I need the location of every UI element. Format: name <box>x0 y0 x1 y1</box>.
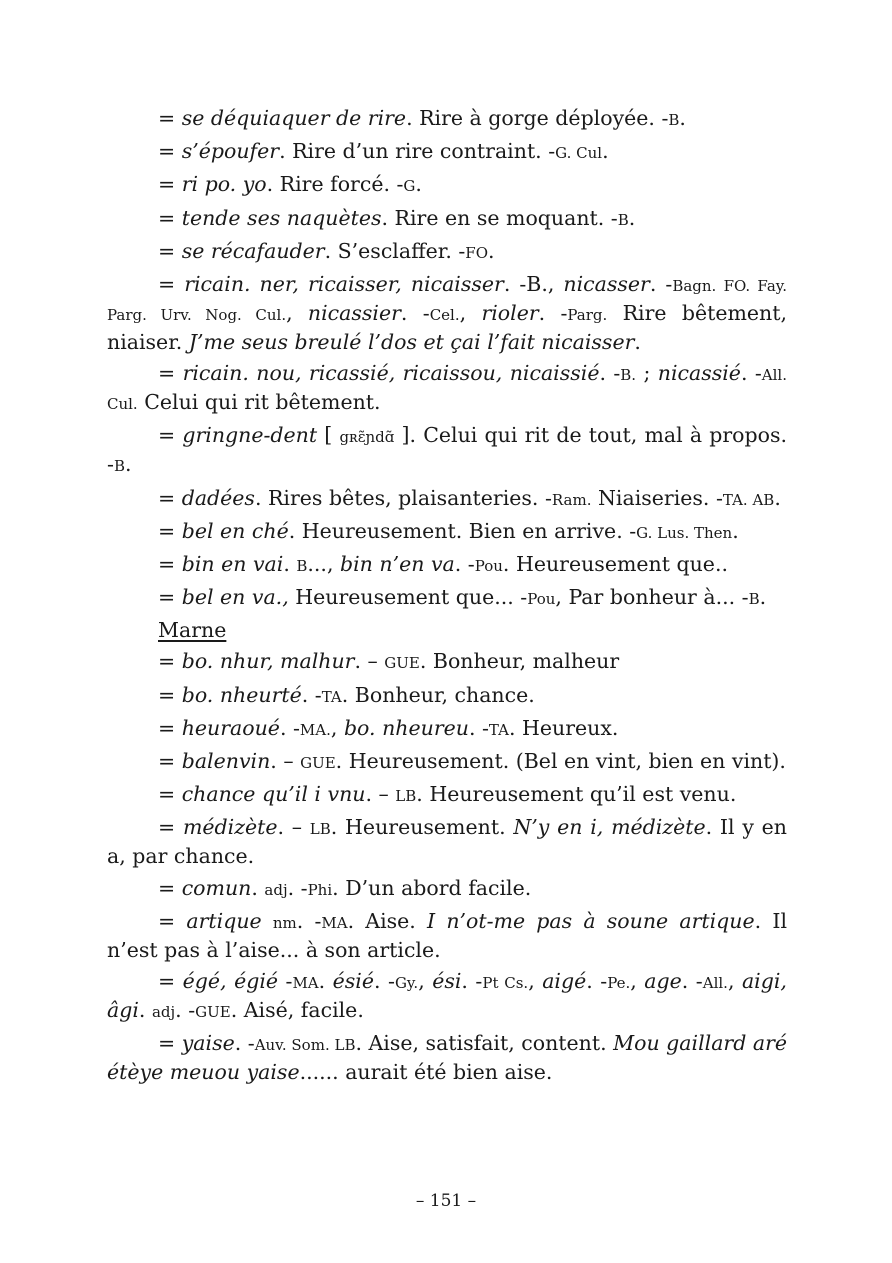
headword-text: bo. nheurté <box>181 682 302 707</box>
entry-text: . Heureusement. <box>330 815 514 840</box>
dictionary-entry <box>107 682 787 711</box>
source-abbrev: Pou <box>527 590 556 609</box>
dictionary-entry <box>107 908 787 964</box>
entry-text: = <box>158 715 182 740</box>
source-abbrev: B <box>617 210 629 229</box>
dictionary-entry <box>107 875 787 904</box>
dictionary-entry <box>107 748 787 777</box>
dictionary-entry <box>107 617 787 644</box>
source-abbrev: MA <box>321 913 348 932</box>
source-abbrev: B <box>113 457 125 476</box>
entry-text: . <box>679 106 686 130</box>
headword-text: artique <box>186 908 262 933</box>
entry-text: Niaiseries. - <box>591 485 723 510</box>
source-abbrev: All. Cul. <box>107 366 787 414</box>
entry-text: . - <box>586 968 608 993</box>
entry-text: = <box>158 908 187 933</box>
source-abbrev: LB <box>395 787 417 806</box>
entry-text: [ <box>317 423 340 448</box>
entry-text: . Il n’est pas à l’aise... à son article. <box>107 908 787 962</box>
entry-text: . Rire d’un rire contraint. - <box>279 139 556 164</box>
entry-text: . D’un abord facile. <box>332 875 532 900</box>
dictionary-entry <box>107 648 787 677</box>
source-abbrev: Bagn. FO. Fay. Parg. Urv. Nog. Cul. <box>107 276 788 324</box>
entry-text: . - <box>400 300 430 325</box>
source-abbrev: GUE <box>195 1002 231 1021</box>
section-heading: Marne <box>158 618 227 643</box>
entry-text: . Heureux. <box>508 715 619 740</box>
entry-text: - <box>278 968 293 993</box>
entry-text: = <box>158 782 182 807</box>
entry-text: ...... aurait été bien aise. <box>299 1060 553 1085</box>
entry-text: = <box>158 106 182 130</box>
entry-text: . - <box>740 361 762 386</box>
source-abbrev: MA. <box>299 720 331 739</box>
headword-text: se récafauder <box>181 238 325 263</box>
entry-text: . Aise. <box>347 908 428 933</box>
source-abbrev: G. Lus. Then <box>636 523 733 542</box>
headword-text: bel en ché <box>181 518 289 543</box>
headword-text: s’époufer <box>181 139 280 164</box>
page-number: – 151 – <box>415 1191 477 1211</box>
entry-text: ; <box>636 361 658 386</box>
headword-text: balenvin <box>181 749 271 773</box>
source-abbrev: Phi <box>307 880 333 899</box>
headword-text: se déquiaquer de rire <box>181 106 407 130</box>
dictionary-text <box>107 105 787 1090</box>
headword-text: heuraoué <box>181 715 280 740</box>
headword-text: I n’ot-me pas à soune artique <box>427 908 755 933</box>
entry-text: . Aise, satisfait, content. <box>355 1031 614 1056</box>
source-abbrev: Pe. <box>607 973 631 992</box>
dictionary-entry <box>107 781 787 810</box>
source-abbrev: Pou <box>474 556 503 575</box>
entry-text: . - <box>374 968 395 993</box>
entry-text: . <box>634 329 641 354</box>
source-abbrev: MA <box>292 973 319 992</box>
entry-text: , <box>727 968 742 993</box>
dictionary-entry <box>107 360 787 418</box>
dictionary-entry <box>107 271 787 356</box>
headword-text: bin n’en va <box>339 551 455 576</box>
entry-text: , <box>330 715 344 740</box>
source-abbrev: TA <box>321 687 342 706</box>
entry-text: = <box>158 361 183 386</box>
entry-text: . Heureusement qu’il est venu. <box>416 782 737 807</box>
dictionary-entry <box>107 584 787 613</box>
source-abbrev: TA. AB <box>722 490 775 509</box>
headword-text: comun <box>181 875 252 900</box>
entry-text: . Rire en se moquant. - <box>381 205 618 230</box>
entry-text: . Bonheur, chance. <box>341 682 535 707</box>
entry-text: . – <box>354 649 385 674</box>
entry-text <box>262 909 273 933</box>
entry-text: , <box>459 300 482 325</box>
entry-text: = <box>158 649 182 674</box>
entry-text: Heureusement que... - <box>288 585 528 610</box>
entry-text: = <box>158 423 183 448</box>
entry-text: . Heureusement. Bien en arrive. - <box>288 518 637 543</box>
entry-text: ..., <box>307 551 340 576</box>
entry-text: = <box>158 968 183 993</box>
entry-text: . - <box>461 968 483 993</box>
dictionary-entry <box>107 485 787 514</box>
entry-text: . Heureusement que.. <box>502 551 728 576</box>
entry-text: . Heureusement. (Bel en vint, bien en vint). <box>335 749 786 773</box>
source-abbrev: Cel. <box>429 305 460 324</box>
entry-text: = <box>158 238 182 263</box>
entry-text: = <box>158 518 182 543</box>
dictionary-entry <box>107 715 787 744</box>
headword-text: ésié <box>332 968 374 993</box>
entry-text: . - <box>296 908 322 933</box>
source-abbrev: adj <box>264 880 288 899</box>
headword-text: J’me seus breulé l’dos et çai l’fait nicaisser <box>188 329 635 354</box>
entry-text: . <box>732 518 739 543</box>
entry-text: . - <box>649 271 673 296</box>
source-abbrev: GUE <box>384 654 420 673</box>
headword-text: nicasser <box>563 271 650 296</box>
entry-text: . - <box>279 715 300 740</box>
entry-text: . Il y en a, par chance. <box>107 815 787 869</box>
entry-text: . – <box>365 782 396 807</box>
source-abbrev: FO <box>465 243 489 262</box>
dictionary-entry <box>107 422 787 480</box>
source-abbrev: Pt Cs. <box>482 973 529 992</box>
entry-text: . <box>602 139 609 164</box>
dictionary-entry <box>107 1030 787 1086</box>
source-abbrev: LB <box>309 820 331 839</box>
dictionary-entry <box>107 518 787 547</box>
entry-text: = <box>158 551 182 576</box>
source-abbrev: Ram. <box>551 490 592 509</box>
dictionary-entry <box>107 968 787 1026</box>
entry-text: . - <box>234 1031 255 1056</box>
headword-text: bo. nhur, malhur <box>181 649 355 674</box>
source-abbrev: Gy. <box>394 973 419 992</box>
entry-text: . <box>415 172 422 197</box>
headword-text: ési <box>432 968 462 993</box>
headword-text: tende ses naquètes <box>181 205 382 230</box>
source-abbrev: Parg. <box>567 305 608 324</box>
source-abbrev: TA <box>488 720 509 739</box>
headword-text: gringne-dent <box>182 423 318 448</box>
entry-text: = <box>158 585 182 610</box>
dictionary-entry <box>107 814 787 870</box>
entry-text: . <box>138 997 152 1022</box>
entry-text: = <box>158 205 182 230</box>
headword-text: N’y en i, médizète <box>513 815 706 840</box>
source-abbrev: adj <box>151 1002 176 1021</box>
headword-text: chance qu’il i vnu <box>181 782 366 807</box>
source-abbrev: B <box>748 590 760 609</box>
headword-text: bel en va., <box>181 585 289 610</box>
entry-text: . - <box>468 715 489 740</box>
entry-text: = <box>158 1031 182 1056</box>
entry-text: . <box>251 875 265 900</box>
dictionary-entry <box>107 205 787 234</box>
entry-text: . – <box>277 815 310 840</box>
headword-text: dadées <box>181 485 255 510</box>
entry-text: . - <box>301 682 322 707</box>
source-abbrev: All. <box>702 973 728 992</box>
source-abbrev: G. Cul <box>555 144 603 163</box>
source-abbrev: Auv. Som. LB <box>254 1036 356 1055</box>
entry-text: , <box>418 968 433 993</box>
entry-text: . - <box>175 997 196 1022</box>
dictionary-entry <box>107 105 787 134</box>
entry-text: = <box>158 172 182 197</box>
dictionary-entry <box>107 138 787 167</box>
entry-text: Rire bêtement, niaiser. <box>107 300 787 354</box>
entry-text: = <box>158 271 185 296</box>
source-abbrev: B <box>668 111 680 129</box>
entry-text: . <box>318 968 333 993</box>
source-abbrev: B. <box>620 366 637 385</box>
source-abbrev: GUE <box>300 754 336 772</box>
source-abbrev: gʀɛ̃ɲdɑ̃ <box>339 428 395 447</box>
headword-text: Mou gaillard aré étèye meuou yaise <box>107 1031 788 1085</box>
entry-text: . <box>628 205 636 230</box>
headword-text: age <box>644 968 682 993</box>
entry-text: . - <box>287 875 308 900</box>
entry-text: . - <box>538 300 568 325</box>
entry-text: = <box>158 485 182 510</box>
entry-text: . Aisé, facile. <box>230 997 364 1022</box>
entry-text: . Rire forcé. - <box>266 172 404 197</box>
entry-text: . <box>283 551 297 576</box>
entry-text: , <box>528 968 543 993</box>
entry-text: = <box>158 139 182 164</box>
entry-text: . Rire à gorge déployée. - <box>406 106 669 130</box>
headword-text: rioler <box>481 300 539 325</box>
entry-text: . - <box>599 361 621 386</box>
headword-text: nicassier <box>307 300 401 325</box>
entry-text: . -B., <box>503 271 564 296</box>
entry-text: = <box>158 875 182 900</box>
headword-text: médizète <box>182 815 278 840</box>
source-abbrev: B <box>296 556 308 575</box>
source-abbrev: G <box>403 177 416 196</box>
source-abbrev: nm <box>272 913 297 932</box>
headword-text: aigé <box>542 968 587 993</box>
entry-text: , <box>286 300 308 325</box>
dictionary-entry <box>107 238 787 267</box>
headword-text: ricain. ner, ricaisser, nicaisser <box>184 271 504 296</box>
entry-text: = <box>158 749 182 773</box>
headword-text: nicassié <box>657 361 741 386</box>
entry-text: . S’esclaffer. - <box>324 238 466 263</box>
entry-text: . - <box>454 551 475 576</box>
entry-text: , Par bonheur à... - <box>555 585 749 610</box>
entry-text: = <box>158 815 183 840</box>
entry-text: . <box>774 485 781 510</box>
entry-text: . - <box>681 968 703 993</box>
headword-text: aigi, âgi <box>107 968 787 1022</box>
entry-text: . <box>124 452 132 477</box>
headword-text: ricain. nou, ricassié, ricaissou, nicaissié <box>182 361 600 386</box>
entry-text: . <box>759 585 767 610</box>
headword-text: bo. nheureu <box>343 715 469 740</box>
headword-text: yaise <box>181 1031 235 1056</box>
entry-text: . Rires bêtes, plaisanteries. - <box>254 485 552 510</box>
dictionary-entry <box>107 551 787 580</box>
entry-text: = <box>158 682 182 707</box>
headword-text: égé, égié <box>182 968 279 993</box>
entry-text: . – <box>270 749 301 773</box>
entry-text: . Bonheur, malheur <box>419 649 620 674</box>
entry-text: . <box>488 238 495 263</box>
headword-text: ri po. yo <box>181 172 267 197</box>
entry-text: Celui qui rit bêtement. <box>137 390 381 415</box>
dictionary-entry <box>107 171 787 200</box>
entry-text: , <box>630 968 645 993</box>
entry-text: ]. Celui qui rit de tout, mal à propos. - <box>107 423 787 477</box>
headword-text: bin en vai <box>181 551 284 576</box>
